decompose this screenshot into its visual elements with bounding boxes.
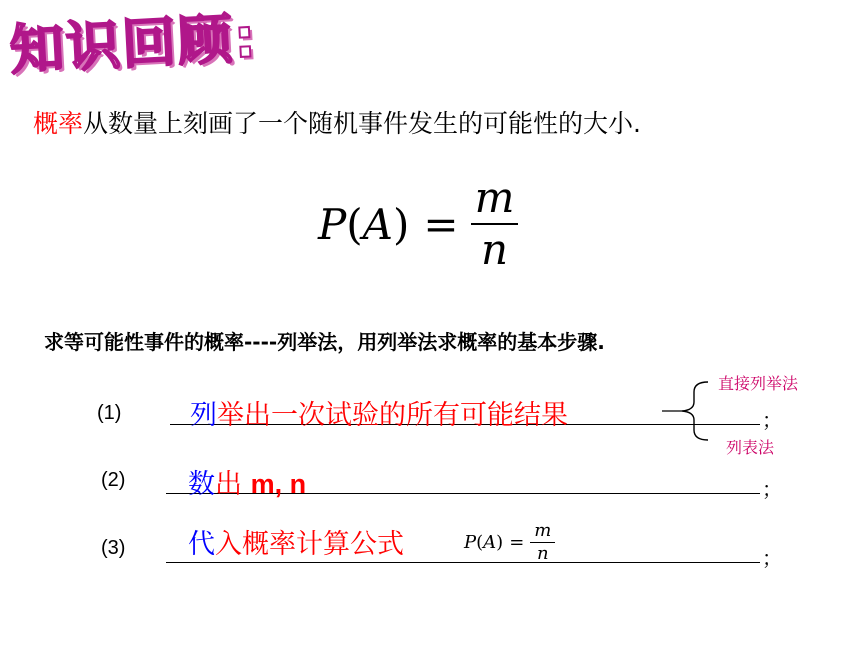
step-1-first-char: 列 <box>190 400 217 431</box>
step-3-formula <box>464 515 555 569</box>
intro-rest: 从数量上刻画了一个随机事件发生的可能性的大小. <box>83 109 641 138</box>
step-1-rest: 举出一次试验的所有可能结果 <box>217 400 568 431</box>
branch-label-enumerate: 直接列举法 <box>718 374 799 393</box>
small-formula-denominator: n <box>537 542 549 564</box>
step-2-mid: 出 <box>215 469 251 500</box>
branch-brace-icon <box>660 376 730 446</box>
formula-denominator: n <box>480 225 509 274</box>
step-2-vars: m, n <box>250 469 307 499</box>
step-3-number: (3) <box>101 537 126 559</box>
small-formula-fraction <box>530 519 555 564</box>
branch-label-table: 列表法 <box>726 438 775 457</box>
step-3-semicolon: ； <box>762 548 782 570</box>
small-formula-equals: = <box>509 531 525 553</box>
small-formula-a: A <box>483 531 497 553</box>
probability-formula <box>318 172 518 276</box>
step-1-answer <box>190 393 568 432</box>
step-3-rest: 入概率计算公式 <box>215 529 404 560</box>
page-title: 知识回顾: <box>8 6 260 83</box>
formula-close-paren: ) <box>393 199 410 249</box>
small-formula-open-paren: ( <box>476 531 484 553</box>
step-3-first-char: 代 <box>188 529 215 560</box>
method-heading: 求等可能性事件的概率----列举法，用列举法求概率的基本步骤. <box>44 330 605 354</box>
step-2-first-char: 数 <box>188 469 215 500</box>
formula-p: P <box>318 199 347 249</box>
step-1-semicolon: ； <box>762 410 782 432</box>
step-2-semicolon: ； <box>762 479 782 501</box>
step-3-blank-line <box>166 562 760 563</box>
formula-numerator: m <box>474 173 515 222</box>
intro-sentence <box>33 104 641 140</box>
small-formula-close-paren: ) <box>496 531 504 553</box>
formula-fraction <box>471 173 519 274</box>
step-2-number: (2) <box>101 469 126 491</box>
formula-a: A <box>362 199 393 249</box>
step-1-number: (1) <box>97 402 122 424</box>
step-2-answer <box>188 462 306 501</box>
small-formula-numerator: m <box>534 519 552 541</box>
intro-term: 概率 <box>33 109 84 138</box>
formula-equals: = <box>423 199 459 249</box>
formula-open-paren: ( <box>346 199 363 249</box>
step-3-answer <box>188 522 404 561</box>
small-formula-p: P <box>464 531 477 553</box>
